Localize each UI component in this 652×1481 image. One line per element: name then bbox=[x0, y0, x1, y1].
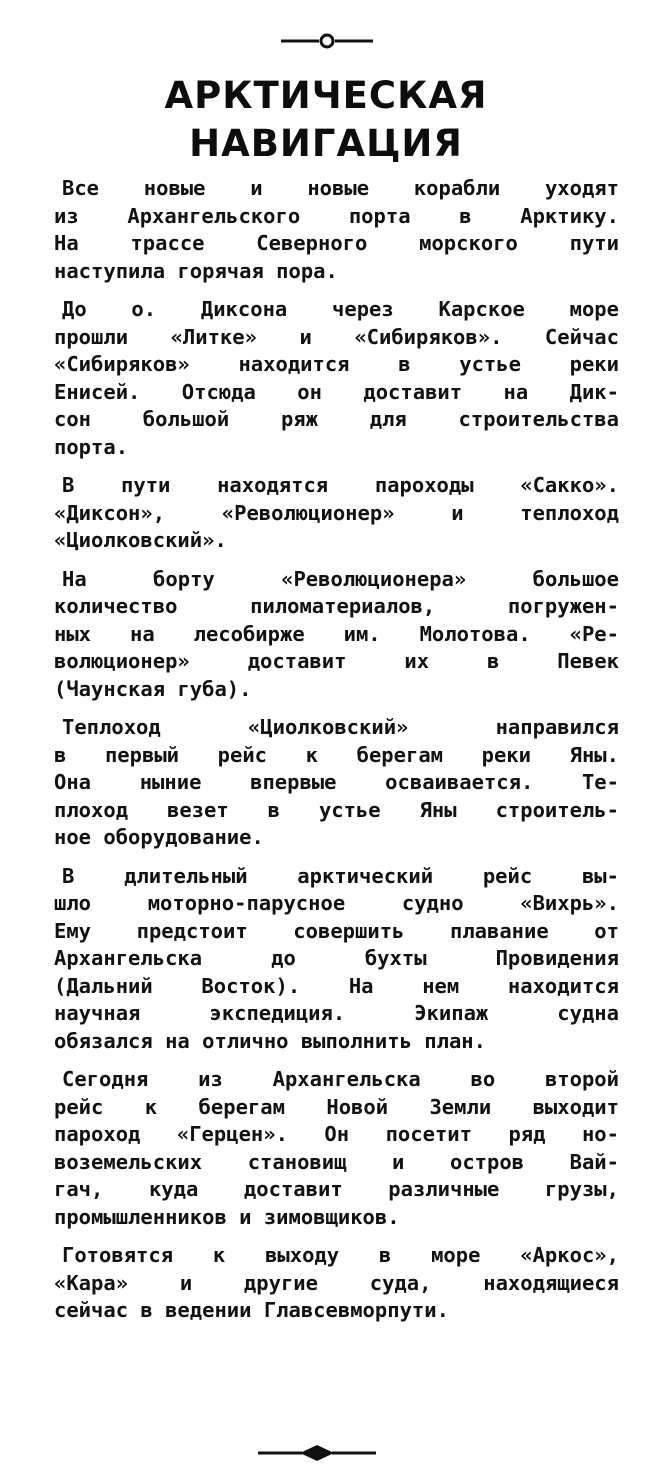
paragraph-line: промышленников и зимовщиков. bbox=[54, 1204, 400, 1229]
headline-line-2: НАВИГАЦИЯ bbox=[189, 122, 463, 165]
paragraph-line: в первый рейс к берегам реки Яны. bbox=[54, 742, 619, 767]
article-paragraph bbox=[54, 714, 619, 852]
paragraph-line: На борту «Революционера» большое bbox=[62, 566, 619, 591]
paragraph-line: наступила горячая пора. bbox=[54, 258, 338, 283]
paragraph-line: ное оборудование. bbox=[54, 825, 264, 849]
paragraph-line: пароход «Герцен». Он посетит ряд но- bbox=[54, 1122, 619, 1146]
paragraph-line: Архангельска до бухты Провидения bbox=[54, 946, 619, 970]
paragraph-line: количество пиломатериалов, погружен- bbox=[54, 594, 619, 618]
paragraph-line: В длительный арктический рейс вы- bbox=[62, 863, 619, 888]
paragraph-line: рейс к берегам Новой Земли выходит bbox=[54, 1094, 619, 1119]
article-body bbox=[54, 175, 619, 1336]
paragraph-line: научная экспедиция. Экипаж судна bbox=[54, 1001, 619, 1025]
paragraph-line: воземельских становищ и остров Вай- bbox=[54, 1149, 619, 1174]
paragraph-line: «Диксон», «Революционер» и теплоход bbox=[54, 500, 619, 525]
article-paragraph bbox=[54, 296, 619, 461]
paragraph-line: Теплоход «Циолковский» направился bbox=[62, 715, 619, 739]
paragraph-line: Она ныние впервые осваивается. Те- bbox=[54, 770, 619, 794]
paragraph-line: До о. Диксона через Карское море bbox=[62, 297, 619, 321]
paragraph-line: Енисей. Отсюда он доставит на Дик- bbox=[54, 379, 619, 404]
paragraph-line: сон большой ряж для строительства bbox=[54, 407, 619, 431]
paragraph-line: гач, куда доставит различные грузы, bbox=[54, 1177, 619, 1201]
top-ornament-rule bbox=[281, 30, 373, 50]
article-paragraph bbox=[54, 175, 619, 285]
bottom-ornament-rule bbox=[258, 1442, 376, 1464]
paragraph-line: (Чаунская губа). bbox=[54, 676, 252, 701]
paragraph-line: «Сибиряков» находится в устье реки bbox=[54, 352, 619, 376]
headline-line-1: АРКТИЧЕСКАЯ bbox=[164, 74, 488, 117]
paragraph-line: (Дальний Восток). На нем находится bbox=[54, 973, 619, 998]
paragraph-line: Готовятся к выходу в море «Аркос», bbox=[62, 1243, 619, 1267]
article-paragraph bbox=[54, 1066, 619, 1231]
paragraph-line: волюционер» доставит их в Певек bbox=[54, 649, 619, 673]
paragraph-line: плоход везет в устье Яны строитель- bbox=[54, 797, 619, 822]
article-paragraph bbox=[54, 472, 619, 555]
article-paragraph bbox=[54, 863, 619, 1056]
paragraph-line: сейчас в ведении Главсевморпути. bbox=[54, 1298, 449, 1322]
paragraph-line: ных на лесобирже им. Молотова. «Ре- bbox=[54, 621, 619, 646]
paragraph-line: порта. bbox=[54, 434, 129, 459]
paragraph-line: «Кара» и другие суда, находящиеся bbox=[54, 1270, 619, 1295]
paragraph-line: Ему предстоит совершить плавание от bbox=[54, 918, 619, 943]
article-paragraph bbox=[54, 1242, 619, 1325]
paragraph-line: «Циолковский». bbox=[54, 528, 227, 552]
paragraph-line: обязался на отлично выполнить план. bbox=[54, 1028, 486, 1053]
paragraph-line: шло моторно-парусное судно «Вихрь». bbox=[54, 891, 619, 915]
paragraph-line: прошли «Литке» и «Сибиряков». Сейчас bbox=[54, 324, 619, 349]
article-paragraph bbox=[54, 566, 619, 704]
paragraph-line: Сегодня из Архангельска во второй bbox=[62, 1067, 619, 1091]
paragraph-line: На трассе Северного морского пути bbox=[54, 231, 619, 255]
paragraph-line: В пути находятся пароходы «Сакко». bbox=[62, 473, 619, 497]
paragraph-line: из Архангельского порта в Арктику. bbox=[54, 203, 619, 228]
article-headline bbox=[0, 72, 652, 168]
paragraph-line: Все новые и новые корабли уходят bbox=[62, 176, 619, 200]
